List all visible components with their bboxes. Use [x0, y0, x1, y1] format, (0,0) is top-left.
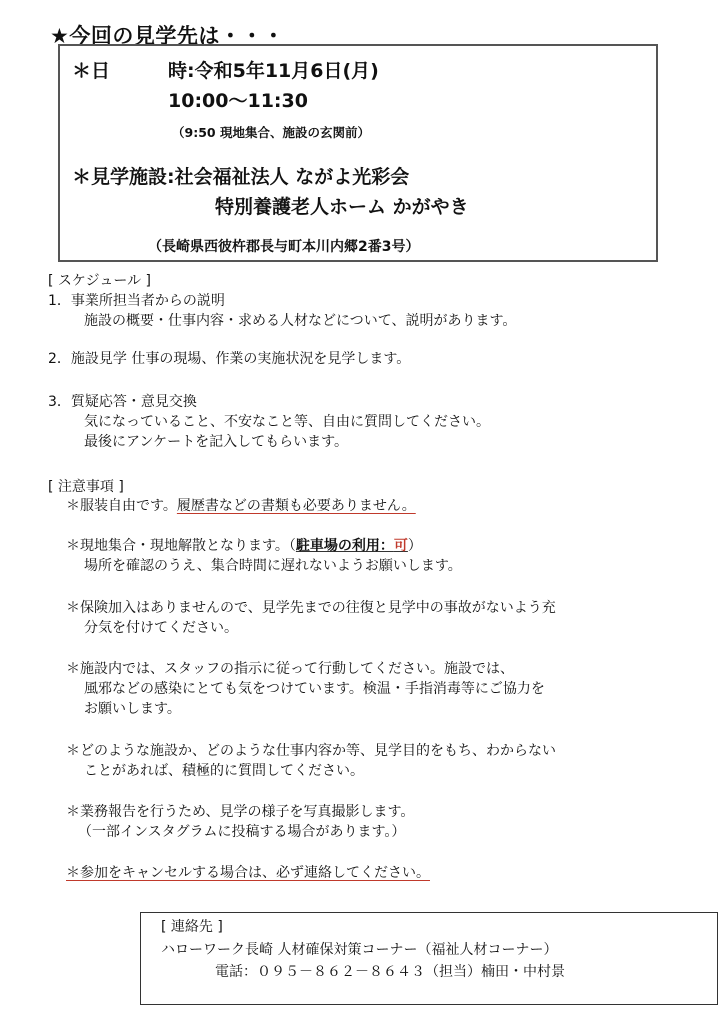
- note-5-line-2: ことがあれば、積極的に質問してください。: [84, 763, 364, 779]
- visit-info-box: [58, 44, 658, 262]
- date-label: ＊日: [72, 60, 111, 82]
- facility-label: ＊見学施設:: [72, 166, 175, 188]
- contact-heading: [ 連絡先 ]: [161, 919, 223, 935]
- note-7: ＊参加をキャンセルする場合は、必ず連絡してください。: [66, 865, 430, 881]
- date-value: :令和5年11月6日(月): [187, 60, 379, 82]
- notes-heading: [ 注意事項 ]: [48, 479, 124, 495]
- note-4-line-1: ＊施設内では、スタッフの指示に従って行動してください。施設では、: [66, 661, 514, 677]
- visit-date: [72, 56, 379, 83]
- note-3-line-2: 分気を付けてください。: [84, 620, 238, 636]
- contact-box: [140, 912, 718, 1005]
- contact-org: ハローワーク長崎 人材確保対策コーナー（福祉人材コーナー）: [161, 942, 558, 958]
- note-1-text: ＊服装自由です。: [66, 498, 177, 514]
- schedule-item-3-desc-2: 最後にアンケートを記入してもらいます。: [84, 434, 349, 450]
- note-1: [66, 496, 416, 516]
- schedule-item-3-title: 3．質疑応答・意見交換: [48, 394, 197, 410]
- schedule-item-2: 2．施設見学 仕事の現場、作業の実施状況を見学します。: [48, 351, 411, 367]
- facility-name: 特別養護老人ホーム かがやき: [215, 196, 469, 218]
- facility-corp: 社会福祉法人 ながよ光彩会: [174, 166, 410, 188]
- schedule-item-3-desc-1: 気になっていること、不安なこと等、自由に質問してください。: [84, 414, 490, 430]
- parking-label: 駐車場の利用：: [295, 538, 394, 554]
- note-3-line-1: ＊保険加入はありませんので、見学先までの往復と見学中の事故がないよう充: [66, 600, 556, 616]
- gather-note: （9:50 現地集合、施設の玄関前）: [172, 125, 370, 140]
- note-2-text: ＊現地集合・現地解散となります。（: [66, 538, 296, 554]
- note-6-line-1: ＊業務報告を行うため、見学の様子を写真撮影します。: [66, 804, 415, 820]
- note-4-line-2: 風邪などの感染にとても気をつけています。検温・手指消毒等にご協力を: [84, 681, 545, 697]
- note-2-line-2: 場所を確認のうえ、集合時間に遅れないようお願いします。: [84, 558, 462, 574]
- parking-value: 可: [393, 538, 408, 554]
- note-1-underlined: 履歴書などの書類も必要ありません。: [176, 498, 416, 514]
- schedule-item-1-desc: 施設の概要・仕事内容・求める人材などについて、説明があります。: [84, 313, 517, 329]
- note-5-line-1: ＊どのような施設か、どのような仕事内容か等、見学目的をもち、わからない: [66, 743, 556, 759]
- facility-address: （長崎県西彼杵郡長与町本川内郷2番3号）: [148, 239, 420, 255]
- note-6-line-2: （一部インスタグラムに投稿する場合があります。）: [78, 824, 406, 840]
- facility-corp-line: [72, 162, 409, 189]
- note-2-close: ）: [407, 538, 422, 554]
- schedule-item-1-title: 1．事業所担当者からの説明: [48, 293, 225, 309]
- page-title: ★今回の見学先は・・・: [50, 24, 285, 48]
- note-2: [66, 536, 422, 556]
- date-label-2: 時: [168, 60, 188, 82]
- note-4-line-3: お願いします。: [84, 701, 181, 717]
- contact-phone: 電話：０９５－８６２－８６４３（担当）楠田・中村景: [215, 964, 565, 980]
- visit-time: 10:00〜11:30: [168, 90, 308, 112]
- schedule-heading: [ スケジュール ]: [48, 273, 151, 289]
